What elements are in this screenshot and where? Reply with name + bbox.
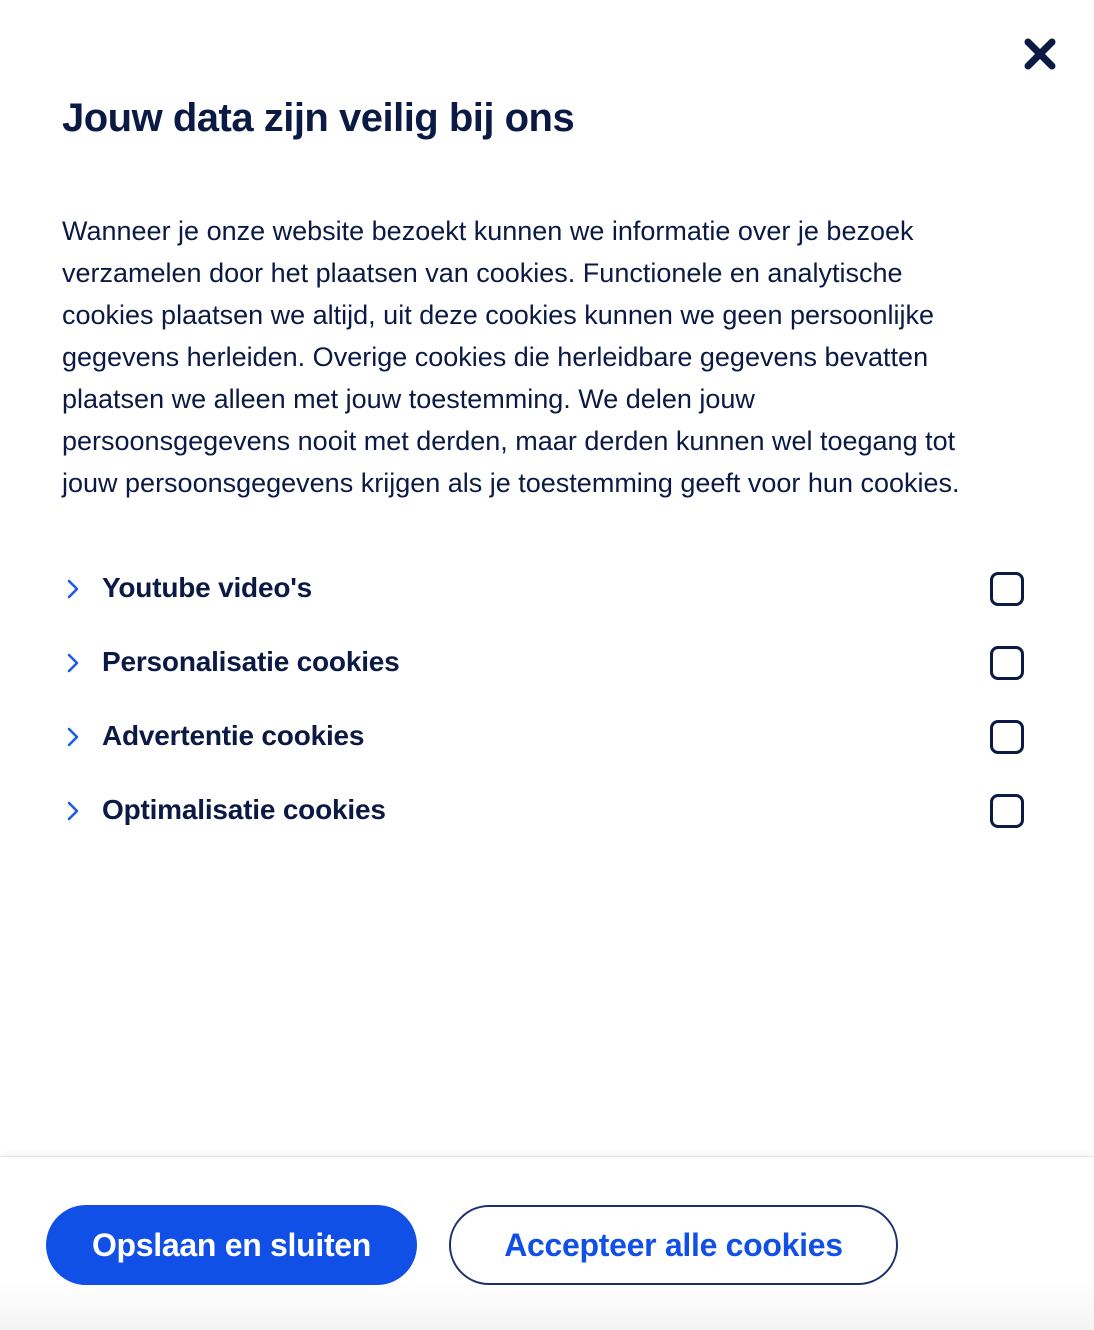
save-and-close-button[interactable]: Opslaan en sluiten [46, 1205, 417, 1285]
personalisatie-checkbox[interactable] [990, 646, 1024, 680]
advertentie-checkbox[interactable] [990, 720, 1024, 754]
dialog-title: Jouw data zijn veilig bij ons [62, 96, 575, 140]
cookie-row-label: Advertentie cookies [102, 720, 365, 751]
intro-line: gegevens herleiden. Overige cookies die herleidbare gegevens bevatten [62, 342, 929, 372]
close-icon [1023, 37, 1057, 71]
cookie-category-list [62, 551, 1024, 847]
intro-line: cookies plaatsen we altijd, uit deze cookies kunnen we geen persoonlijke [62, 300, 935, 330]
optimalisatie-checkbox[interactable] [990, 794, 1024, 828]
dialog-footer [0, 1156, 1094, 1330]
cookie-row-advertentie[interactable] [62, 699, 1024, 773]
intro-line: Wanneer je onze website bezoekt kunnen we informatie over je bezoek [62, 216, 914, 246]
accept-all-cookies-button[interactable]: Accepteer alle cookies [449, 1205, 898, 1285]
intro-line: plaatsen we alleen met jouw toestemming. We delen jouw [62, 384, 755, 414]
intro-line: jouw persoonsgegevens krijgen als je toestemming geeft voor hun cookies. [62, 468, 960, 498]
chevron-right-icon [62, 726, 84, 748]
cookie-row-youtube[interactable] [62, 551, 1024, 625]
intro-text [62, 210, 1052, 504]
cookie-row-label: Optimalisatie cookies [102, 794, 386, 825]
cookie-row-personalisatie[interactable] [62, 625, 1024, 699]
close-button[interactable] [1018, 34, 1062, 74]
chevron-right-icon [62, 800, 84, 822]
intro-line: persoonsgegevens nooit met derden, maar derden kunnen wel toegang tot [62, 426, 956, 456]
chevron-right-icon [62, 652, 84, 674]
cookie-row-label: Youtube video's [102, 572, 313, 603]
cookie-row-optimalisatie[interactable] [62, 773, 1024, 847]
cookie-row-label: Personalisatie cookies [102, 646, 400, 677]
chevron-right-icon [62, 578, 84, 600]
youtube-checkbox[interactable] [990, 572, 1024, 606]
intro-line: verzamelen door het plaatsen van cookies. Functionele en analytische [62, 258, 903, 288]
